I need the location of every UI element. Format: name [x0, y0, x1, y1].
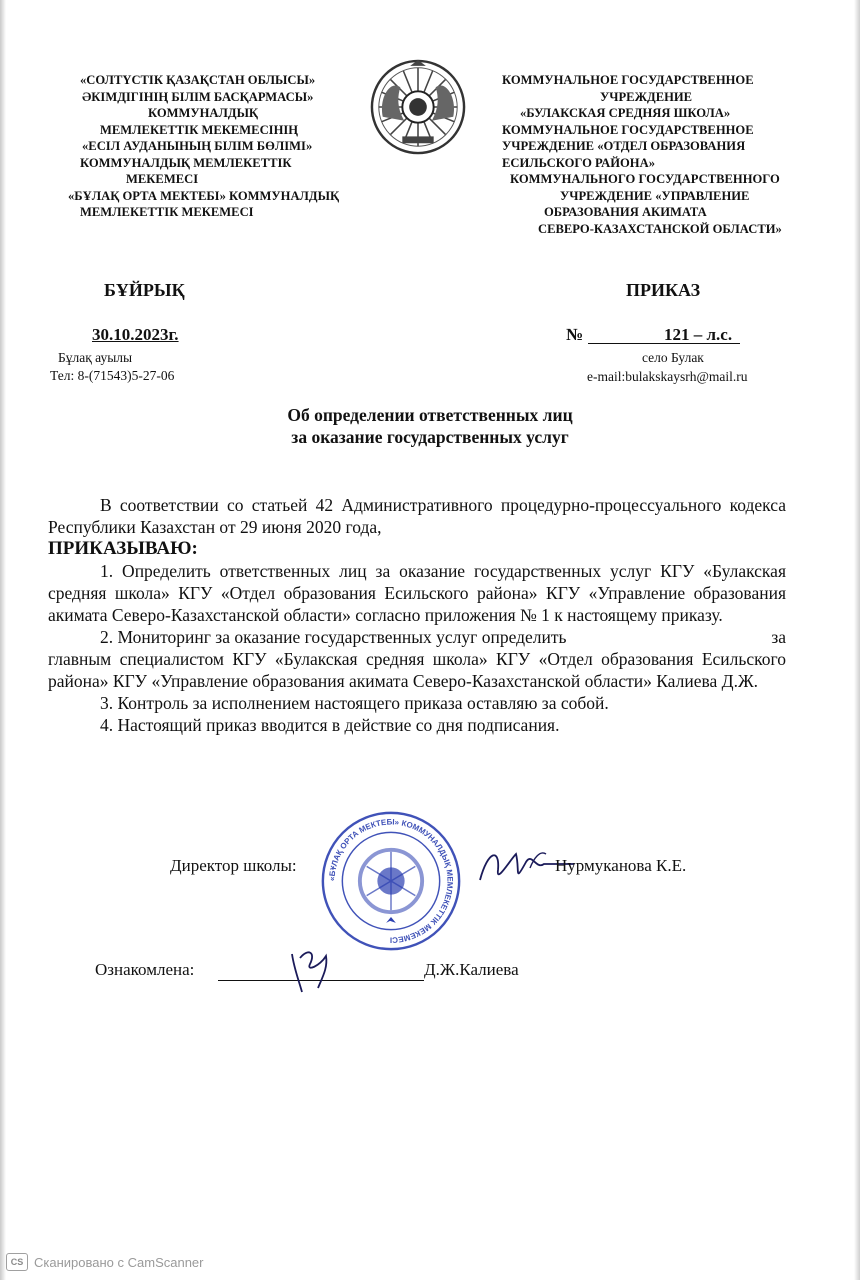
header-ru-line: КОММУНАЛЬНОЕ ГОСУДАРСТВЕННОЕ	[502, 122, 754, 137]
number-sign: №	[566, 325, 584, 344]
header-ru-line: ОБРАЗОВАНИЯ АКИМАТА	[544, 205, 707, 219]
order-word: ПРИКАЗЫВАЮ:	[48, 538, 198, 559]
doc-title-line: за оказание государственных услуг	[291, 427, 569, 447]
scan-edge-right	[854, 0, 860, 1280]
order-item-2	[48, 626, 786, 648]
village-kz: Бұлақ ауылы	[58, 350, 133, 365]
doc-title	[0, 404, 860, 448]
telephone: Тел: 8-(71543)5-27-06	[50, 368, 175, 383]
header-ru-line: ЕСИЛЬСКОГО РАЙОНА»	[502, 155, 655, 170]
camscanner-icon: CS	[6, 1253, 28, 1271]
order-item-4: 4. Настоящий приказ вводится в действие со дня подписания.	[100, 715, 560, 735]
doc-body	[48, 494, 786, 736]
header-ru-line: СЕВЕРО-КАЗАХСТАНСКОЙ ОБЛАСТИ»	[538, 221, 782, 236]
doc-title-line: Об определении ответственных лиц	[287, 405, 573, 425]
director-name: Нурмуканова К.Е.	[555, 856, 687, 875]
header-kz-line: КОММУНАЛДЫҚ	[148, 106, 259, 120]
village-ru: село Булак	[642, 350, 704, 365]
order-item-1: 1. Определить ответственных лиц за оказание государственных услуг КГУ «Булакская средняя школа» КГУ «Отдел образования Есильского района» КГУ «Управление образования акимата Северо-Казахстанской области» согласно приложения № 1 к настоящему приказу.	[48, 561, 786, 625]
director-label: Директор школы:	[170, 856, 297, 875]
acknowledged-signature	[286, 938, 334, 996]
stamp-ring-text: «БҰЛАҚ ОРТА МЕКТЕБІ» КОММУНАЛДЫҚ МЕМЛЕКЕТТІК МЕКЕМЕСІ	[327, 817, 455, 945]
order-item-2-part-b: за	[771, 627, 786, 647]
acknowledged-name: Д.Ж.Калиева	[424, 960, 519, 979]
preamble: В соответствии со статьей 42 Административного процедурно-процессуального кодекса Республики Казахстан от 29 июня 2020 года,	[48, 495, 786, 537]
official-stamp	[318, 808, 464, 954]
header-kz-line: МЕМЛЕКЕТТІК МЕКЕМЕСІНІҢ	[100, 122, 299, 137]
state-emblem-icon	[369, 58, 467, 156]
email: e-mail:bulakskaysrh@mail.ru	[587, 369, 748, 384]
header-ru	[494, 72, 794, 237]
header-ru-line: КОММУНАЛЬНОЕ ГОСУДАРСТВЕННОЕ	[502, 73, 754, 87]
header-ru-line: КОММУНАЛЬНОГО ГОСУДАРСТВЕННОГО	[510, 172, 780, 186]
scanner-footer	[6, 1253, 203, 1271]
doc-kind-kz: БҰЙРЫҚ	[104, 280, 185, 300]
header-ru-line: «БУЛАКСКАЯ СРЕДНЯЯ ШКОЛА»	[520, 106, 731, 120]
header-kz-line: МЕКЕМЕСІ	[126, 172, 199, 186]
header-ru-line: УЧРЕЖДЕНИЕ «ОТДЕЛ ОБРАЗОВАНИЯ	[502, 139, 746, 153]
order-item-2-part-a: 2. Мониторинг за оказание государственных услуг определить	[100, 627, 567, 647]
header-kz-line: МЕМЛЕКЕТТІК МЕКЕМЕСІ	[80, 205, 254, 219]
header-kz-line: ӘКІМДІГІНІҢ БІЛІМ БАСҚАРМАСЫ»	[82, 89, 314, 104]
header-kz-line: «БҰЛАҚ ОРТА МЕКТЕБІ» КОММУНАЛДЫҚ	[68, 188, 340, 203]
header-kz	[62, 72, 362, 221]
order-date: 30.10.2023г.	[92, 325, 179, 344]
scanner-text: Сканировано с CamScanner	[34, 1254, 204, 1270]
doc-kind-ru: ПРИКАЗ	[626, 280, 701, 300]
acknowledged-label: Ознакомлена:	[95, 960, 195, 979]
header-kz-line: КОММУНАЛДЫҚ МЕМЛЕКЕТТІК	[80, 155, 292, 170]
header-kz-line: «ЕСІЛ АУДАНЫНЫҢ БІЛІМ БӨЛІМІ»	[82, 139, 313, 153]
scan-edge-left	[0, 0, 6, 1280]
order-item-2-continued: главным специалистом КГУ «Булакская средняя школа» КГУ «Отдел образования Есильского района» КГУ «Управление образования акимата Северо-Казахстанской области» Калиева Д.Ж.	[48, 649, 786, 691]
order-item-3: 3. Контроль за исполнением настоящего приказа оставляю за собой.	[100, 693, 609, 713]
header-kz-line: «СОЛТҮСТІК ҚАЗАҚСТАН ОБЛЫСЫ»	[80, 73, 316, 87]
header-ru-line: УЧРЕЖДЕНИЕ	[600, 89, 693, 104]
header-ru-line: УЧРЕЖДЕНИЕ «УПРАВЛЕНИЕ	[560, 188, 750, 203]
order-number: 121 – л.с.	[664, 325, 733, 344]
